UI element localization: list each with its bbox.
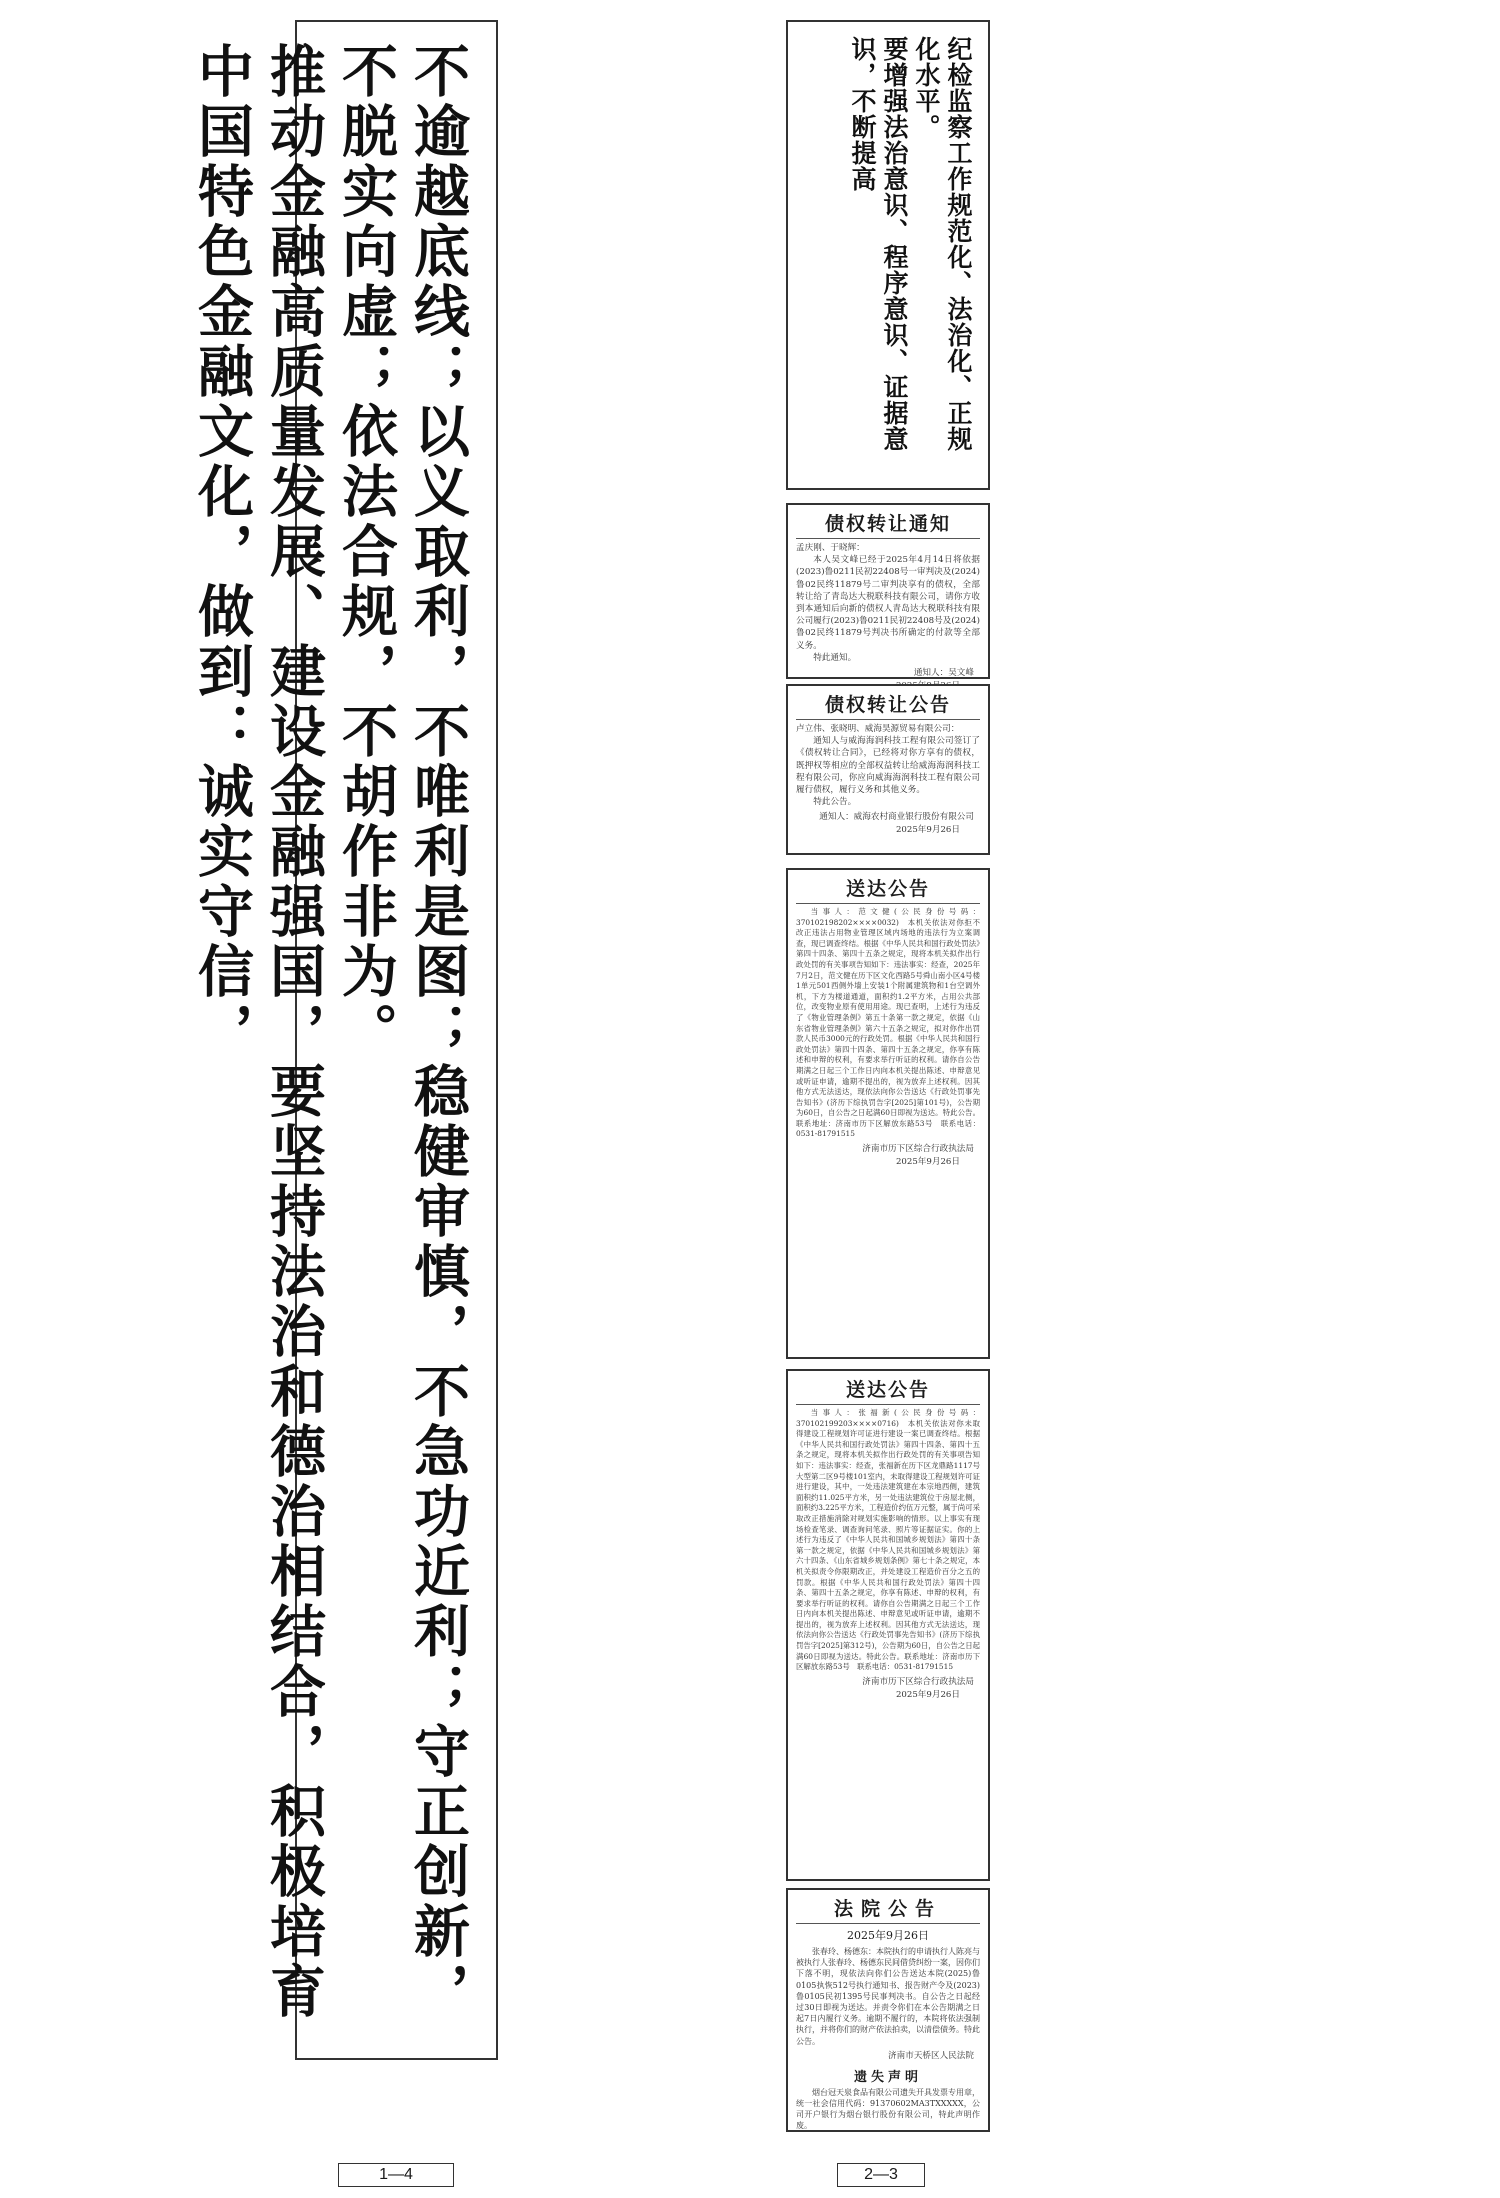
notice-signature: 济南市天桥区人民法院 — [888, 2050, 974, 2061]
notice-title: 送达公告 — [796, 874, 980, 904]
slogan-line-1: 不逾越底线；以义取利，不唯利是图；稳健审慎，不急功近利；守正创新，不脱实向虚；依法合规，不胡作非为。 — [333, 42, 471, 2022]
debt-transfer-notice — [786, 503, 990, 679]
slogan-line-2: 推动金融高质量发展、建设金融强国，要坚持法治和德治相结合，积极培育中国特色金融文化，做到：诚实守信， — [189, 42, 327, 2022]
service-notice — [786, 1369, 990, 1881]
notice-signature: 通知人：威海农村商业银行股份有限公司 — [819, 812, 974, 823]
discipline-line-2: 要增强法治意识、程序意识、证据意识，不断提高 — [848, 36, 909, 452]
notice-closing: 特此公告。 — [813, 797, 857, 808]
notice-body: 当事人：范文健(公民身份号码：370102198202××××0032) 本机关依法对你拒不改正违法占用物业管理区域内场地的违法行为立案调查，现已调查终结。根据《中华人民共和国行政处罚法》第四十四条、第四十五条之规定，现将本机关拟作出行政处罚的有关事项告知如下：违法事实：经查，2025年7月2日，范文健在历下区文化西路5号舜山南小区4号楼1单元501西侧外墙上安装1个附属建筑物和1台空调外机，下方为楼道通道，面积约1.2平方米，占用公共部位，改变物业原有使用用途。现已查明，上述行为违反了《物业管理条例》第五十条第一款之规定，依据《山东省物业管理条例》第六十五条之规定，拟对你作出罚款人民币3000元的行政处罚。根据《中华人民共和国行政处罚法》第四十四条、第四十五条之规定，你享有陈述和申辩的权利，有要求举行听证的权利。请你自公告期满之日起三个工作日内向本机关提出陈述、申辩意见或听证申请，逾期不提出的，视为放弃上述权利。因其他方式无法送达，现依法向你公告送达《行政处罚事先告知书》(济历下综执罚告字[2025]第101号)，公告期为60日，自公告之日起满60日即视为送达。特此公告。联系地址：济南市历下区解放东路53号 联系电话：0531-81791515 — [796, 907, 980, 1139]
notice-date: 2025年9月26日 — [895, 1157, 960, 1168]
discipline-line-1: 纪检监察工作规范化、法治化、正规化水平。 — [912, 36, 973, 452]
discipline-text — [846, 36, 974, 476]
notice-date: 2025年9月26日 — [847, 1929, 929, 1942]
notice-signature: 济南市历下区综合行政执法局 — [862, 1144, 974, 1155]
slogan-text — [186, 42, 474, 2042]
notice-recipient: 卢立伟、张晓明、威海昊源贸易有限公司： — [796, 724, 960, 734]
notice-title: 债权转让通知 — [796, 509, 980, 539]
notice-date: 2025年9月26日 — [895, 825, 960, 836]
notice-body: 通知人与威海海润科技工程有限公司签订了《债权转让合同》，已经将对你方享有的债权，既押权等相应的全部权益转让给威海海润科技工程有限公司，你应向威海海润科技工程有限公司履行债权，履行义务和其他义务。 — [796, 736, 980, 796]
notice-body: 本人吴文峰已经于2025年4月14日将依据(2023)鲁0211民初22408号一审判决及(2024)鲁02民终11879号二审判决享有的债权，全部转让给了青岛达大税联科技有限公司，请你方收到本通知后向新的债权人青岛达大税联科技有限公司履行(2023)鲁0211民初22408号及(2024)鲁02民终11879号判决书所确定的付款等全部义务。 — [796, 555, 980, 651]
notice-body: 当事人：张福新(公民身份号码：370102199203××××0716) 本机关依法对你未取得建设工程规划许可证进行建设一案已调查终结。根据《中华人民共和国行政处罚法》第四十四条、第四十五条之规定，现将本机关拟作出行政处罚的有关事项告知如下：违法事实：经查，张福新在历下区龙鼎路1117号大型第二区9号楼101室内，未取得建设工程规划许可证进行建设，其中，一处违法建筑建在本宗地西侧，建筑面积约11.025平方米，另一处违法建筑位于房屋北侧，面积约3.225平方米，工程造价约伍万元整，属于尚可采取改正措施消除对规划实施影响的情形。以上事实有现场检查笔录、调查询问笔录、照片等证据证实。你的上述行为违反了《中华人民共和国城乡规划法》第四十条第一款之规定，依据《中华人民共和国城乡规划法》第六十四条、《山东省城乡规划条例》第七十条之规定，本机关拟责令你限期改正，并处建设工程造价百分之五的罚款。根据《中华人民共和国行政处罚法》第四十四条、第四十五条之规定，你享有陈述、申辩的权利，有要求举行听证的权利。请你自公告期满之日起三个工作日内向本机关提出陈述、申辩意见或听证申请，逾期不提出的，视为放弃上述权利。因其他方式无法送达，现依法向你公告送达《行政处罚事先告知书》(济历下综执罚告字[2025]第312号)，公告期为60日，自公告之日起满60日即视为送达。特此公告。联系地址：济南市历下区解放东路53号 联系电话：0531-81791515 — [796, 1408, 981, 1672]
court-notice — [786, 1888, 990, 2132]
notice-signature: 通知人：吴文峰 — [913, 668, 974, 679]
page-number-right: 2—3 — [837, 2163, 925, 2187]
loss-statement-body: 烟台冠天泉食品有限公司遗失开具发票专用章，统一社会信用代码：91370602MA3TXXXXX，公司开户银行为烟台银行股份有限公司，特此声明作废。 — [796, 2087, 980, 2131]
notice-closing: 特此通知。 — [813, 652, 857, 663]
notice-title: 法院公告 — [796, 1894, 980, 1924]
notice-title: 债权转让公告 — [796, 690, 980, 720]
discipline-panel — [786, 20, 990, 490]
notice-date: 2025年9月26日 — [895, 1689, 960, 1700]
page-number-left: 1—4 — [338, 2163, 454, 2187]
notice-signature: 济南市历下区综合行政执法局 — [862, 1676, 974, 1687]
notice-body: 张春玲、杨德东：本院执行的申请执行人陈亮与被执行人张春玲、杨德东民间借贷纠纷一案，因你们下落不明，现依法向你们公告送达本院(2025)鲁0105执恢512号执行通知书、报告财产令及(2023)鲁0105民初1395号民事判决书。自公告之日起经过30日即视为送达。并责令你们在本公告期满之日起7日内履行义务。逾期不履行的，本院将依法强制执行，并将你们的财产依法拍卖，以清偿债务。特此公告。 — [796, 1947, 980, 2046]
debt-transfer-announcement — [786, 684, 990, 855]
notice-recipient: 孟庆刚、于晓辉： — [796, 543, 865, 553]
loss-statement-title: 遗失声明 — [853, 2069, 922, 2085]
service-notice — [786, 868, 990, 1359]
notice-title: 送达公告 — [796, 1375, 980, 1405]
slogan-panel — [189, 20, 498, 2060]
